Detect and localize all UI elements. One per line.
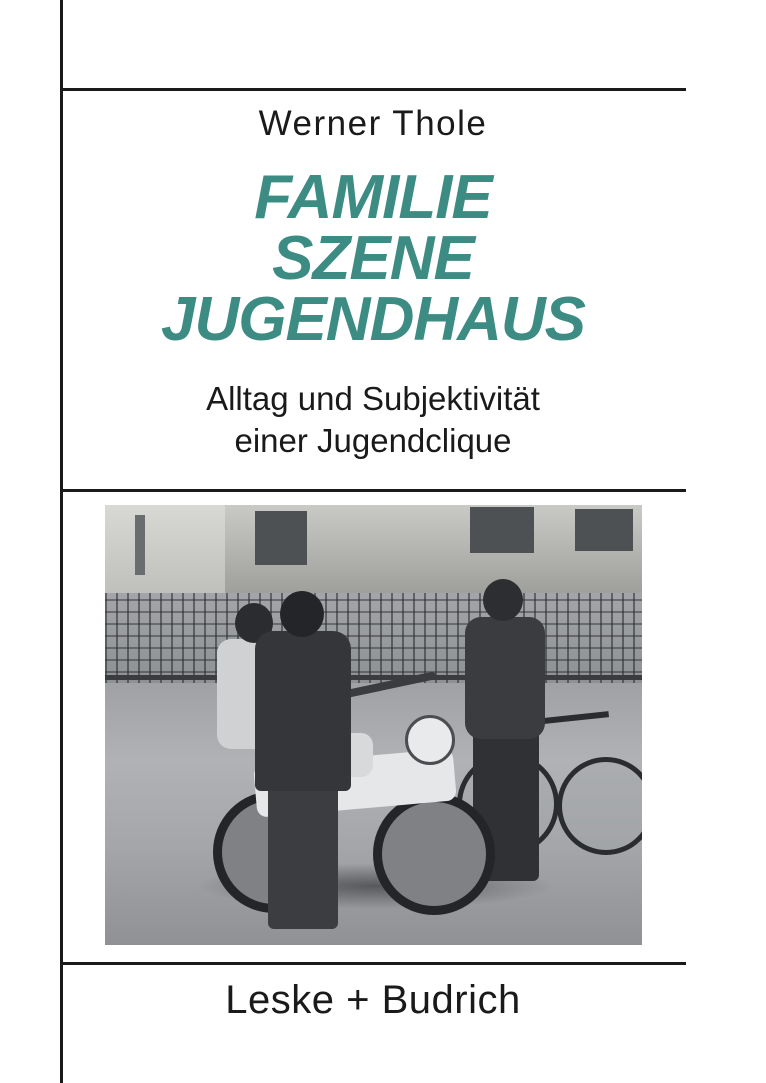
photo-window	[255, 511, 307, 565]
photo-person-center-body	[255, 631, 351, 791]
photo-fence	[105, 593, 642, 685]
photo-building-left	[105, 505, 225, 601]
publisher-name: Leske + Budrich	[225, 978, 521, 1022]
author-name: Werner Thole	[258, 104, 488, 143]
cover-content	[60, 0, 766, 1083]
subtitle-line-1: Alltag und Subjektivität	[206, 380, 540, 417]
photo-motorcycle-front-wheel	[373, 793, 495, 915]
photo-person-right-body	[465, 617, 545, 739]
cover-photograph	[105, 505, 642, 945]
photo-pole	[135, 515, 145, 575]
photo-fence-rail	[105, 675, 642, 680]
photo-motorcycle-headlamp	[405, 715, 455, 765]
book-title	[60, 163, 686, 354]
photo-person-center-head	[280, 591, 324, 637]
photo-person-center-legs	[268, 779, 338, 929]
title-line-3: JUGENDHAUS	[160, 284, 586, 354]
title-line-2: SZENE	[272, 223, 474, 293]
title-line-1: FAMILIE	[254, 163, 492, 232]
book-subtitle	[60, 378, 686, 462]
photo-person-right-head	[483, 579, 523, 621]
subtitle-line-2: einer Jugendclique	[234, 422, 512, 460]
photo-window	[470, 507, 534, 553]
photo-window	[575, 509, 633, 551]
photo-background	[105, 505, 642, 945]
